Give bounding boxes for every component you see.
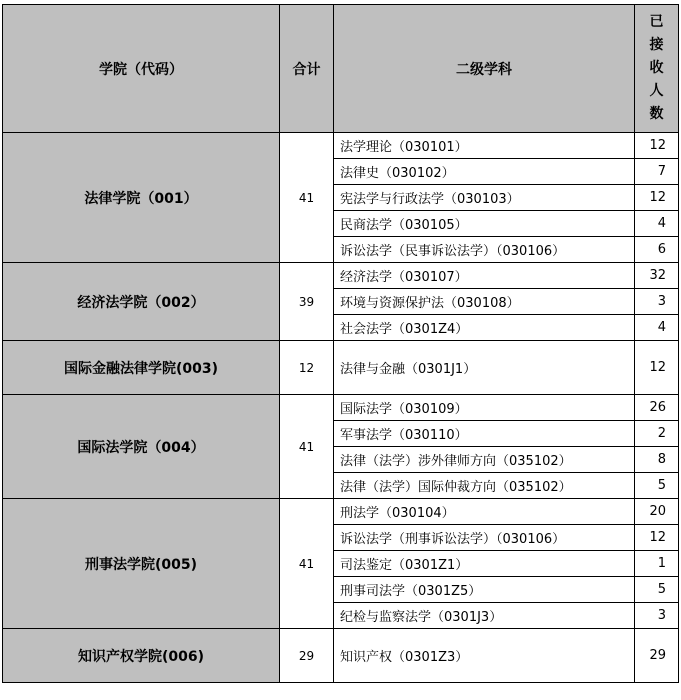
college-name: 国际金融法律学院(003) xyxy=(3,341,280,395)
discipline-name: 军事法学（030110） xyxy=(334,421,635,447)
accepted-count: 4 xyxy=(635,211,679,237)
discipline-name: 法律史（030102） xyxy=(334,159,635,185)
college-total: 41 xyxy=(280,499,334,629)
accepted-count: 5 xyxy=(635,577,679,603)
discipline-name: 国际法学（030109） xyxy=(334,395,635,421)
table-row xyxy=(3,133,679,159)
discipline-name: 诉讼法学（刑事诉讼法学）（030106） xyxy=(334,525,635,551)
discipline-name: 诉讼法学（民事诉讼法学）（030106） xyxy=(334,237,635,263)
accepted-count: 12 xyxy=(635,185,679,211)
discipline-name: 法学理论（030101） xyxy=(334,133,635,159)
accepted-count: 12 xyxy=(635,525,679,551)
discipline-name: 法律与金融（0301J1） xyxy=(334,341,635,395)
discipline-name: 刑法学（030104） xyxy=(334,499,635,525)
accepted-count: 7 xyxy=(635,159,679,185)
accepted-count: 2 xyxy=(635,421,679,447)
header-total: 合计 xyxy=(280,5,334,133)
college-name: 法律学院（001） xyxy=(3,133,280,263)
discipline-name: 民商法学（030105） xyxy=(334,211,635,237)
college-name: 国际法学院（004） xyxy=(3,395,280,499)
discipline-name: 法律（法学）国际仲裁方向（035102） xyxy=(334,473,635,499)
discipline-name: 司法鉴定（0301Z1） xyxy=(334,551,635,577)
discipline-name: 环境与资源保护法（030108） xyxy=(334,289,635,315)
header-accepted-char: 数 xyxy=(649,106,664,122)
accepted-count: 8 xyxy=(635,447,679,473)
discipline-name: 法律（法学）涉外律师方向（035102） xyxy=(334,447,635,473)
header-college: 学院（代码） xyxy=(3,5,280,133)
table-row xyxy=(3,395,679,421)
accepted-count: 12 xyxy=(635,341,679,395)
discipline-name: 知识产权（0301Z3） xyxy=(334,629,635,683)
table-row xyxy=(3,629,679,683)
discipline-name: 宪法学与行政法学（030103） xyxy=(334,185,635,211)
discipline-name: 社会法学（0301Z4） xyxy=(334,315,635,341)
header-accepted-char: 接 xyxy=(649,37,664,53)
header-accepted-count xyxy=(635,5,679,133)
college-name: 知识产权学院(006) xyxy=(3,629,280,683)
table-row xyxy=(3,263,679,289)
discipline-name: 纪检与监察法学（0301J3） xyxy=(334,603,635,629)
accepted-count: 6 xyxy=(635,237,679,263)
college-total: 41 xyxy=(280,395,334,499)
header-row xyxy=(3,5,679,133)
table-row xyxy=(3,341,679,395)
discipline-name: 刑事司法学（0301Z5） xyxy=(334,577,635,603)
accepted-count: 3 xyxy=(635,603,679,629)
accepted-count: 26 xyxy=(635,395,679,421)
college-total: 29 xyxy=(280,629,334,683)
accepted-count: 4 xyxy=(635,315,679,341)
college-total: 39 xyxy=(280,263,334,341)
college-name: 刑事法学院(005) xyxy=(3,499,280,629)
enrollment-table xyxy=(2,4,679,683)
header-accepted-char: 人 xyxy=(649,83,664,99)
accepted-count: 3 xyxy=(635,289,679,315)
accepted-count: 20 xyxy=(635,499,679,525)
discipline-name: 经济法学（030107） xyxy=(334,263,635,289)
college-total: 41 xyxy=(280,133,334,263)
accepted-count: 5 xyxy=(635,473,679,499)
accepted-count: 32 xyxy=(635,263,679,289)
college-total: 12 xyxy=(280,341,334,395)
table-row xyxy=(3,499,679,525)
accepted-count: 29 xyxy=(635,629,679,683)
header-accepted-char: 已 xyxy=(649,14,664,30)
header-accepted-char: 收 xyxy=(649,60,664,76)
header-discipline: 二级学科 xyxy=(334,5,635,133)
accepted-count: 1 xyxy=(635,551,679,577)
college-name: 经济法学院（002） xyxy=(3,263,280,341)
accepted-count: 12 xyxy=(635,133,679,159)
